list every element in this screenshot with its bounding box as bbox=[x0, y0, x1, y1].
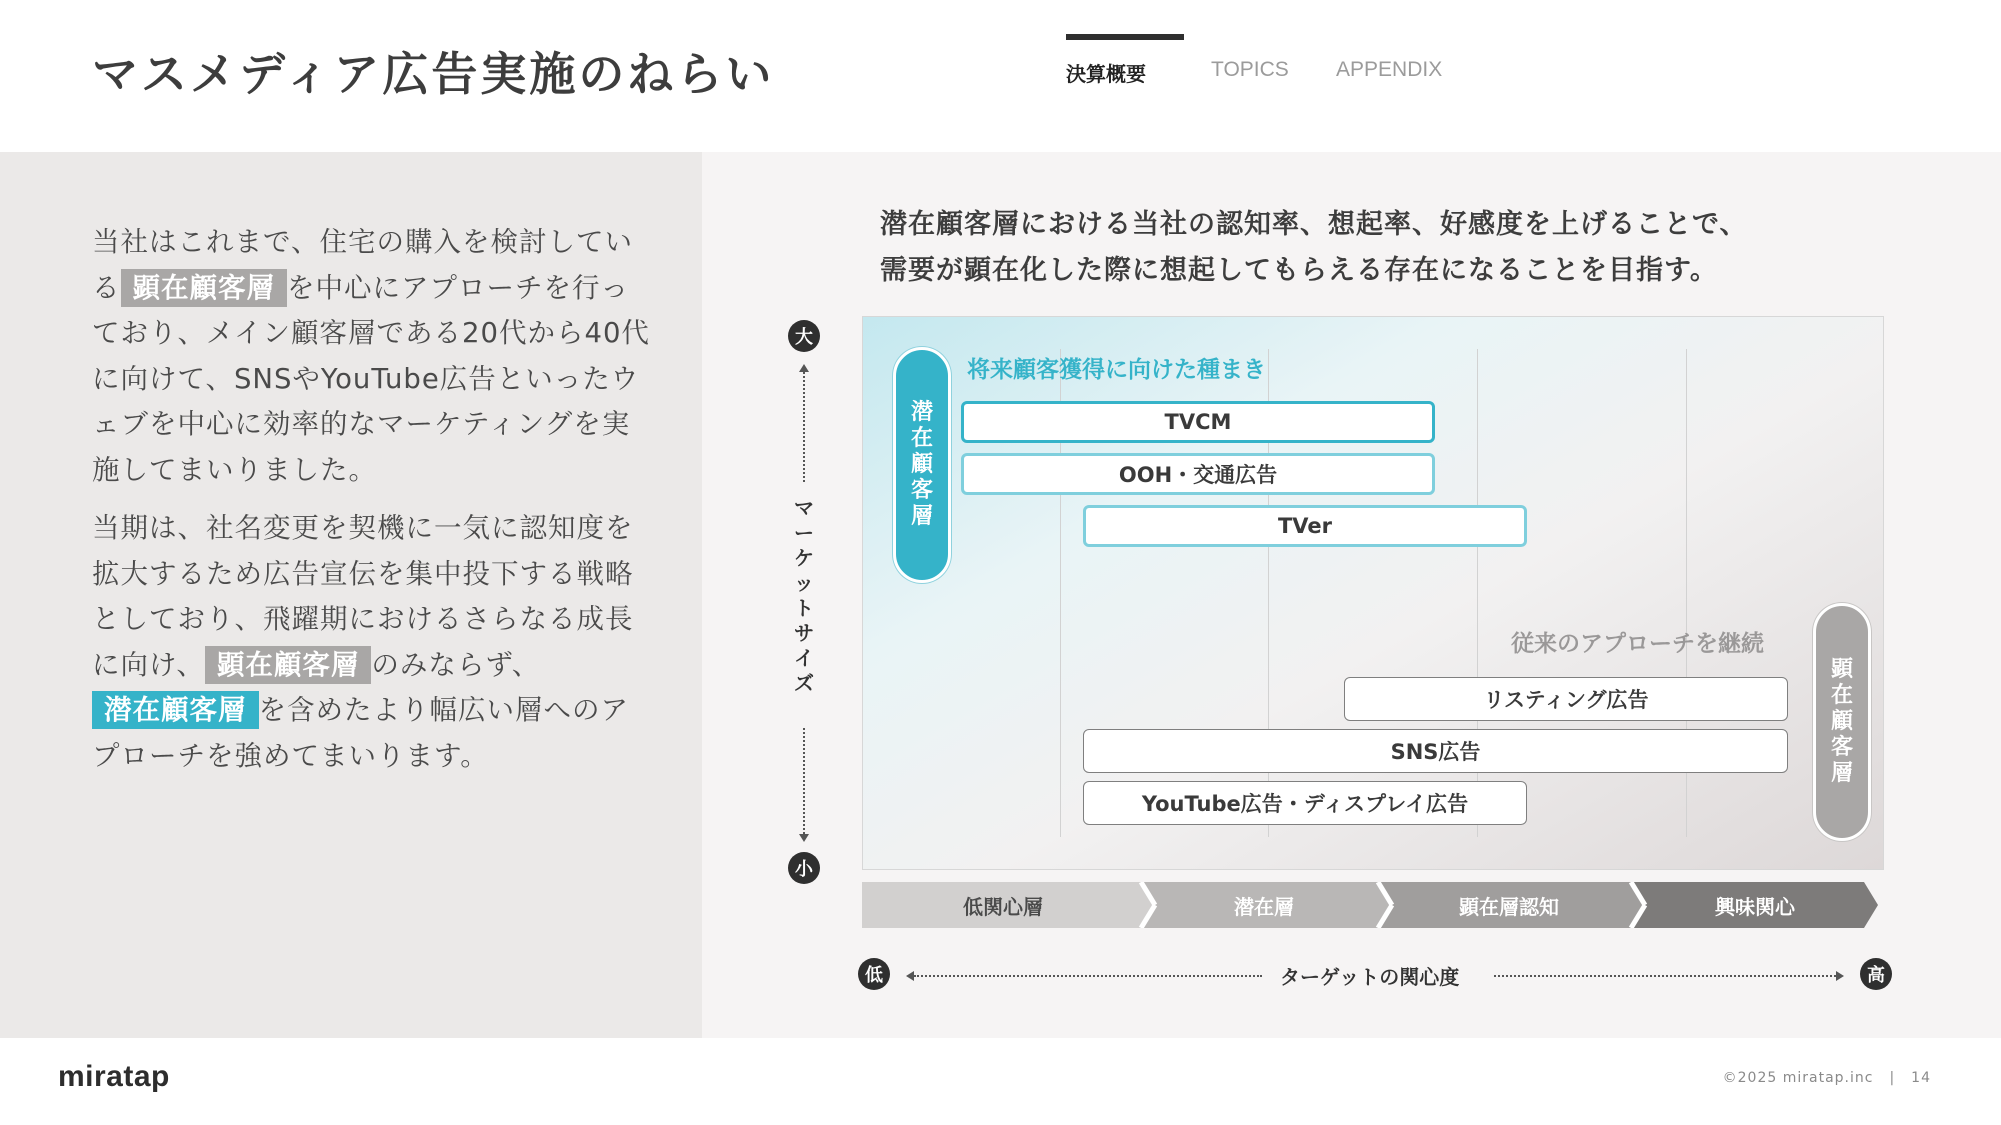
bar-youtube: YouTube広告・ディスプレイ広告 bbox=[1083, 781, 1527, 825]
paragraph-2 bbox=[92, 506, 652, 779]
pill-char: 層 bbox=[1830, 761, 1853, 786]
x-axis-low-marker: 低 bbox=[858, 958, 890, 990]
page-number: 14 bbox=[1911, 1070, 1931, 1086]
pill-char: 顧 bbox=[1830, 709, 1853, 734]
y-axis-label bbox=[790, 496, 818, 696]
copyright: ©2025 miratap.inc bbox=[1722, 1070, 1874, 1086]
lead-line-2: 需要が顕在化した際に想起してもらえる存在になることを目指す。 bbox=[880, 255, 1718, 286]
paragraph-2-text-b: のみならず、 bbox=[371, 648, 541, 681]
pill-char: 客 bbox=[1830, 735, 1853, 760]
y-axis-label-char: サ bbox=[794, 621, 814, 645]
pill-char: 在 bbox=[1830, 683, 1853, 708]
stage-low-interest: 低関心層 bbox=[963, 894, 1043, 919]
x-axis-high-marker: 高 bbox=[1860, 958, 1892, 990]
y-axis-label-char: ッ bbox=[794, 571, 814, 595]
x-axis-dots-left bbox=[914, 975, 1262, 977]
tab-appendix[interactable]: APPENDIX bbox=[1336, 58, 1443, 81]
bar-ooh: OOH・交通広告 bbox=[961, 453, 1435, 495]
paragraph-1 bbox=[92, 220, 652, 493]
x-arrow-right-icon bbox=[1836, 971, 1844, 981]
apparent-customer-pill bbox=[1813, 603, 1871, 841]
tab-topics[interactable]: TOPICS bbox=[1211, 58, 1289, 81]
y-axis-label-char: マ bbox=[794, 496, 814, 520]
y-axis-dots-top bbox=[803, 372, 805, 482]
stage-interest: 興味関心 bbox=[1715, 894, 1795, 919]
page-title: マスメディア広告実施のねらい bbox=[92, 47, 775, 101]
pill-char: 顕 bbox=[1830, 657, 1853, 682]
stage-apparent-awareness: 顕在層認知 bbox=[1459, 894, 1559, 919]
pill-char: 層 bbox=[910, 504, 933, 529]
pill-char: 潜 bbox=[910, 400, 933, 425]
footer-info bbox=[1713, 1070, 1931, 1086]
y-axis-label-char: イ bbox=[794, 646, 814, 670]
bar-tver: TVer bbox=[1083, 505, 1527, 547]
tab-financial-summary[interactable]: 決算概要 bbox=[1066, 34, 1146, 94]
y-axis-label-char: ー bbox=[794, 521, 814, 545]
x-axis-label: ターゲットの関心度 bbox=[1280, 965, 1460, 989]
x-arrow-left-icon bbox=[906, 971, 914, 981]
y-axis-dots-bottom bbox=[803, 728, 805, 834]
y-axis-large-marker: 大 bbox=[788, 320, 820, 352]
bar-tvcm: TVCM bbox=[961, 401, 1435, 443]
footer-separator: | bbox=[1889, 1070, 1896, 1086]
marketing-matrix bbox=[862, 316, 1884, 870]
y-arrow-up-icon bbox=[799, 364, 809, 372]
highlight-apparent-customers-2: 顕在顧客層 bbox=[205, 646, 372, 684]
pill-char: 在 bbox=[910, 426, 933, 451]
highlight-apparent-customers: 顕在顧客層 bbox=[121, 269, 288, 307]
y-axis-label-char: ケ bbox=[794, 546, 814, 570]
y-arrow-down-icon bbox=[799, 834, 809, 842]
continue-approach-label: 従来のアプローチを継続 bbox=[1511, 631, 1764, 657]
highlight-potential-customers: 潜在顧客層 bbox=[92, 691, 259, 729]
future-customers-label: 将来顧客獲得に向けた種まき bbox=[967, 357, 1266, 383]
y-axis-small-marker: 小 bbox=[788, 852, 820, 884]
pill-char: 顧 bbox=[910, 452, 933, 477]
paragraph-1-text-b: を中心にアプローチを行っており、メイン顧客層である20代から40代に向けて、SNSやYouTube広告といったウェブを中心に効率的なマーケティングを実施してまいりました。 bbox=[92, 271, 650, 486]
stage-potential: 潜在層 bbox=[1234, 894, 1294, 919]
pill-char: 客 bbox=[910, 478, 933, 503]
lead-line-1: 潜在顧客層における当社の認知率、想起率、好感度を上げることで、 bbox=[880, 209, 1748, 240]
paragraph-1-text-a: 当社はこれまで、住宅の購入を検討している bbox=[92, 226, 633, 304]
company-logo: miratap bbox=[58, 1060, 170, 1093]
potential-customer-pill bbox=[893, 347, 951, 583]
paragraph-2-text-a: 当期は、社名変更を契機に一気に認知度を拡大するため広告宣伝を集中投下する戦略としており、飛躍期におけるさらなる成長に向け、 bbox=[92, 512, 634, 681]
paragraph-2-text-c: を含めたより幅広い層へのアプローチを強めてまいります。 bbox=[92, 694, 629, 772]
y-axis-label-char: ズ bbox=[794, 671, 814, 695]
bar-listing: リスティング広告 bbox=[1344, 677, 1788, 721]
lead-statement bbox=[880, 202, 1747, 294]
x-axis-dots-right bbox=[1494, 975, 1836, 977]
bar-sns: SNS広告 bbox=[1083, 729, 1788, 773]
y-axis-label-char: ト bbox=[794, 596, 814, 620]
